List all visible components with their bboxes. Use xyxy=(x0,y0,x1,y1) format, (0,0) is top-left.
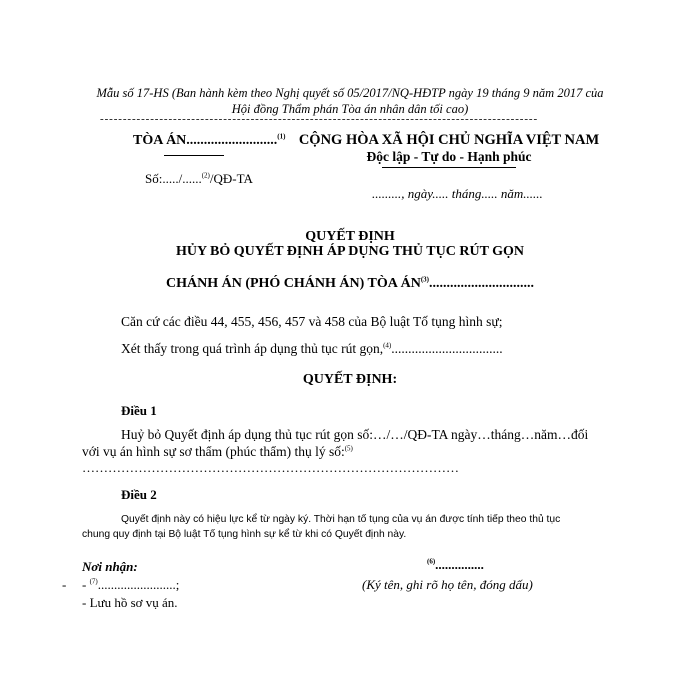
decision-number-suffix: /QĐ-TA xyxy=(209,171,253,186)
form-reference-line-2: Hội đồng Thẩm phán Tòa án nhân dân tối cao) xyxy=(231,102,469,116)
article-2-line-1: Quyết định này có hiệu lực kể từ ngày ký. Thời hạn tố tụng của vụ án được tính tiếp theo thủ tục xyxy=(121,514,561,525)
footnote-2: (2) xyxy=(201,171,210,180)
issuer-text: CHÁNH ÁN (PHÓ CHÁNH ÁN) TÒA ÁN xyxy=(165,276,421,291)
header-separator: ------------------------------------------------------------------------------------------------ xyxy=(100,113,539,125)
footnote-7: (7) xyxy=(89,577,98,586)
national-motto: Độc lập - Tự do - Hạnh phúc xyxy=(366,149,532,164)
recipient-item-1-dots: ........................; xyxy=(97,577,180,592)
footnote-3: (3) xyxy=(420,275,430,284)
decision-number-prefix: Số:...../...... xyxy=(145,171,202,186)
article-2-heading: Điều 2 xyxy=(121,487,157,502)
recipients-heading: Nơi nhận: xyxy=(82,559,138,574)
issuer-dots: .............................. xyxy=(429,276,535,291)
article-2-line-2: chung quy định tại Bộ luật Tố tụng hình sự kể từ khi có Quyết định này. xyxy=(82,529,407,540)
footnote-6: (6) xyxy=(427,557,436,566)
recipient-item-1 xyxy=(82,577,179,593)
article-1-line-2-text: với vụ án hình sự sơ thẩm (phúc thẩm) thụ lý số: xyxy=(82,444,345,459)
court-name xyxy=(133,133,285,149)
article-1-line-1: Huỷ bỏ Quyết định áp dụng thủ tục rút gọn số:…/…/QĐ-TA ngày…tháng…năm…đối xyxy=(121,427,589,442)
footnote-5: (5) xyxy=(344,444,353,453)
footnote-4: (4) xyxy=(383,341,392,350)
recipient-bullet: - xyxy=(62,577,67,592)
article-1-heading: Điều 1 xyxy=(121,403,157,418)
signature-dots: ............... xyxy=(435,557,484,572)
consideration-line xyxy=(121,341,503,357)
court-name-text: TÒA ÁN.......................... xyxy=(133,133,278,148)
decision-title: QUYẾT ĐỊNH xyxy=(305,229,395,244)
issuer-line xyxy=(0,276,700,292)
decision-number xyxy=(145,171,253,187)
court-underline xyxy=(164,155,224,156)
date-line: ........., ngày..... tháng..... năm...... xyxy=(372,186,543,201)
legal-basis-line: Căn cứ các điều 44, 455, 456, 457 và 458 của Bộ luật Tố tụng hình sự; xyxy=(121,314,503,329)
decision-subtitle: HỦY BỎ QUYẾT ĐỊNH ÁP DỤNG THỦ TỤC RÚT GỌN xyxy=(175,244,525,259)
form-reference-line-1: Mẫu số 17-HS (Ban hành kèm theo Nghị quyết số 05/2017/NQ-HĐTP ngày 19 tháng 9 năm 2017 của xyxy=(96,86,604,100)
consideration-dots: ................................. xyxy=(391,341,503,356)
article-1-line-2 xyxy=(82,444,353,460)
consideration-text: Xét thấy trong quá trình áp dụng thủ tục rút gọn, xyxy=(121,341,384,356)
article-1-line-3: …………………………………………………………………………… xyxy=(82,460,459,475)
signature-instruction: (Ký tên, ghi rõ họ tên, đóng dấu) xyxy=(362,577,533,592)
motto-underline xyxy=(382,167,516,168)
recipient-item-1-dash: - xyxy=(82,577,90,592)
recipient-item-2: - Lưu hồ sơ vụ án. xyxy=(82,595,178,610)
decides-heading: QUYẾT ĐỊNH: xyxy=(302,372,398,387)
national-title: CỘNG HÒA XÃ HỘI CHỦ NGHĨA VIỆT NAM xyxy=(298,132,600,148)
footnote-1: (1) xyxy=(277,132,286,141)
signature-line xyxy=(427,557,484,573)
